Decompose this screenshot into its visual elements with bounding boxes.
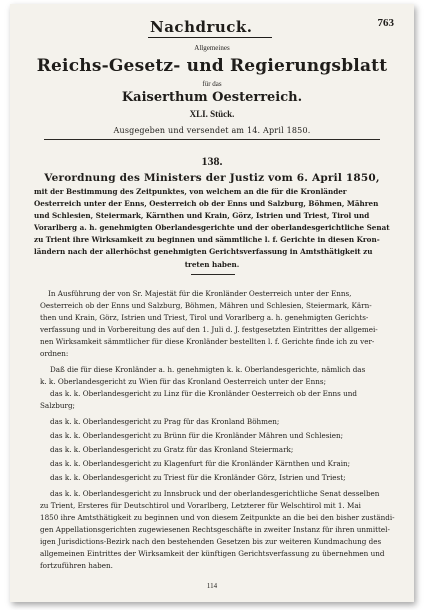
signature-mark: 114 — [206, 582, 218, 590]
body-line: Daß die für diese Kronländer a. h. genehmigten k. k. Oberlandesgerichte, nämlich das — [50, 365, 366, 374]
subtitle-line: Oesterreich unter der Enns, Oesterreich ob der Enns und Salzburg, Böhmen, Mähren — [34, 199, 379, 208]
allgemeines-label: Allgemeines — [194, 44, 230, 52]
body-line: fortzuführen haben. — [40, 561, 113, 570]
body-line: das k. k. Oberlandesgericht zu Brünn für die Kronländer Mähren und Schlesien; — [50, 431, 344, 440]
body-line: zu Trient, Ersteres für Deutschtirol und Vorarlberg, Letzterer für Welschtirol mit 1. Mai — [40, 501, 361, 510]
subtitle-line: zu Trient ihre Wirksamkeit zu beginnen und sämmtliche l. f. Gerichte in diesen Kron- — [34, 235, 380, 244]
issue-label: XLI. Stück. — [189, 109, 235, 119]
ordinance-number: 138. — [201, 154, 223, 168]
reprint-stamp: Nachdruck. — [150, 18, 253, 36]
body-line: Oesterreich ob der Enns und Salzburg, Böhmen, Mähren und Schlesien, Steiermark, Kärn- — [40, 301, 372, 310]
section-divider — [191, 274, 235, 275]
empire-title: Kaiserthum Oesterreich. — [121, 90, 303, 105]
subtitle-line: Vorarlberg a. h. genehmigten Oberlandesgerichte und der oberlandesgerichtliche Senat — [34, 223, 390, 232]
body-line: Salzburg; — [40, 401, 75, 410]
masthead-title: Reichs-Gesetz- und Regierungsblatt — [36, 56, 388, 76]
document-page — [10, 4, 414, 602]
body-line: verfassung und in Vorbereitung des auf den 1. Juli d. J. festgesetzten Eintrittes der allgemei- — [40, 325, 378, 334]
body-line: In Ausführung der von Sr. Majestät für die Kronländer Oesterreich unter der Enns, — [48, 289, 352, 298]
page-number: 763 — [377, 17, 394, 29]
ordinance-title: Verordnung des Ministers der Justiz vom 6. April 1850, — [44, 172, 380, 184]
body-line: ordnen: — [40, 349, 69, 358]
body-line: das k. k. Oberlandesgericht zu Klagenfurt für die Kronländer Kärnthen und Krain; — [50, 459, 351, 468]
body-line: allgemeinen Eintrittes der Wirksamkeit der künftigen Gerichtsverfassung zu übernehmen und — [40, 549, 385, 558]
fuer-das-label: für das — [202, 80, 222, 88]
body-line: das k. k. Oberlandesgericht zu Innsbruck und der oberlandesgerichtliche Senat desselben — [50, 489, 380, 498]
subtitle-line: und Schlesien, Steiermark, Kärnthen und Krain, Görz, Istrien und Triest, Tirol und — [34, 211, 370, 220]
body-line: gen Appellationsgerichten zugewiesenen Rechtsgeschäfte in zweiter Instanz für ihren unmittel- — [40, 525, 390, 534]
subtitle-line: mit der Bestimmung des Zeitpunktes, von welchem an die für die Kronländer — [34, 187, 347, 196]
body-line: nen Wirksamkeit sämmtlicher für diese Kronländer bestellten l. f. Gerichte finde ich zu ver- — [40, 337, 375, 346]
body-line: das k. k. Oberlandesgericht zu Triest für die Kronländer Görz, Istrien und Triest; — [50, 473, 346, 482]
stamp-underline — [148, 37, 272, 38]
issued-date: Ausgegeben und versendet am 14. April 1850. — [113, 126, 311, 135]
subtitle-line: ländern nach der allerhöchst genehmigten Gerichtsverfassung in Amtsthätigkeit zu — [34, 247, 373, 256]
subtitle-line: treten haben. — [184, 260, 240, 269]
body-line: das k. k. Oberlandesgericht zu Prag für das Kronland Böhmen; — [50, 417, 280, 426]
body-line: igen Jurisdictions-Bezirk nach den bestehenden Gesetzen bis zur weiteren Kundmachung des — [40, 537, 382, 546]
body-line: then und Krain, Görz, Istrien und Triest, Tirol und Vorarlberg a. h. genehmigten Gerichts- — [40, 313, 369, 322]
body-line: k. k. Oberlandesgericht zu Wien für das Kronland Oesterreich unter der Enns; — [40, 377, 327, 386]
body-line: das k. k. Oberlandesgericht zu Linz für die Kronländer Oesterreich ob der Enns und — [50, 389, 357, 398]
body-line: 1850 ihre Amtsthätigkeit zu beginnen und von diesem Zeitpunkte an die bei den bisher zuständi- — [40, 513, 395, 522]
body-line: das k. k. Oberlandesgericht zu Gratz für das Kronland Steiermark; — [50, 445, 294, 454]
header-divider — [44, 139, 380, 140]
